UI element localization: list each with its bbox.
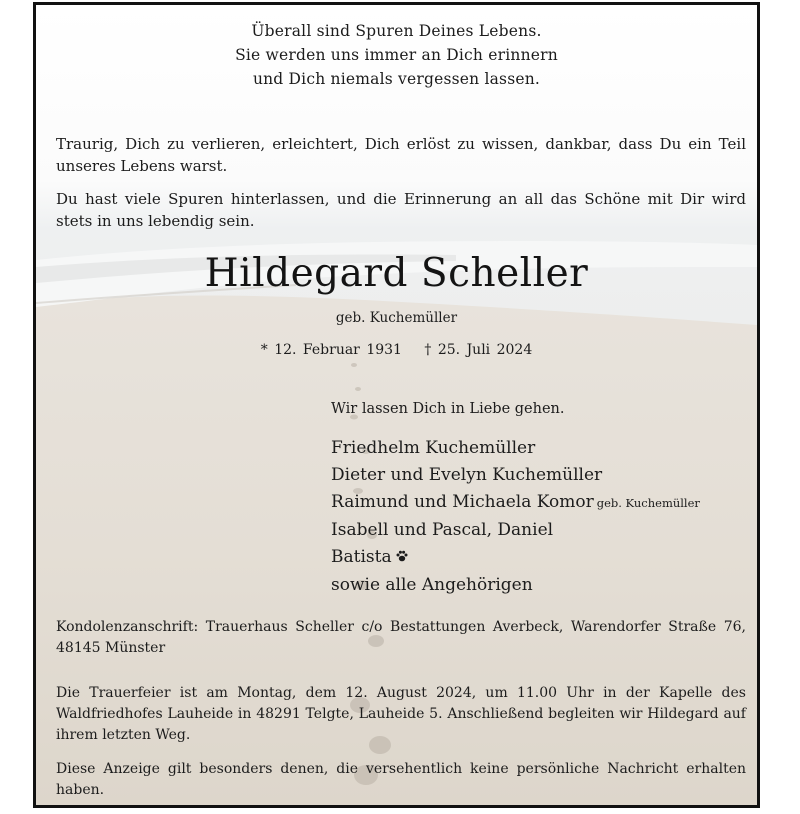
quote-line: Überall sind Spuren Deines Lebens. (251, 22, 542, 40)
intro-paragraph: Traurig, Dich zu verlieren, erleichtert, Dich erlöst zu wissen, dankbar, dass Du ein Teil unseres Lebens warst. (56, 135, 746, 175)
paw-icon (395, 545, 409, 572)
family-member (331, 544, 700, 572)
family-member-name: Dieter und Evelyn Kuchemüller (331, 465, 603, 485)
family-member (331, 517, 700, 544)
family-member-name: Raimund und Michaela Komor (331, 492, 594, 512)
condolence-address: Kondolenzanschrift: Trauerhaus Scheller c/o Bestattungen Averbeck, Warendorfer Straße 76, 48145 Münster (56, 619, 746, 656)
maiden-name: geb. Kuchemüller (335, 310, 458, 326)
family-member (331, 572, 700, 599)
family-member-name: Friedhelm Kuchemüller (331, 438, 536, 458)
family-member-name: Isabell und Pascal, Daniel (331, 520, 554, 540)
birth-date: * 12. Februar 1931 (260, 342, 402, 358)
family-member-name: sowie alle Angehörigen (331, 575, 533, 595)
memorial-quote (36, 19, 757, 91)
memory-paragraph: Du hast viele Spuren hinterlassen, und die Erinnerung an all das Schöne mit Dir wird stets in uns lebendig sein. (56, 190, 746, 230)
family-member (331, 435, 700, 462)
family-member-note: geb. Kuchemüller (596, 496, 700, 510)
notice-note: Diese Anzeige gilt besonders denen, die versehentlich keine persönliche Nachricht erhalten haben. (56, 761, 746, 798)
deceased-name: Hildegard Scheller (204, 251, 589, 296)
farewell-line: Wir lassen Dich in Liebe gehen. (331, 401, 565, 417)
quote-line: und Dich niemals vergessen lassen. (252, 70, 541, 88)
quote-line: Sie werden uns immer an Dich erinnern (235, 46, 558, 64)
death-date: † 25. Juli 2024 (424, 342, 533, 358)
family-member (331, 489, 700, 517)
family-member-name: Batista (331, 547, 392, 567)
obituary-frame (33, 2, 760, 808)
life-dates (36, 342, 757, 358)
funeral-details: Die Trauerfeier ist am Montag, dem 12. August 2024, um 11.00 Uhr in der Kapelle des Waldfriedhofes Lauheide in 48291 Telgte, Lauheide 5. Anschließend begleiten wir Hildegard auf ihrem letzten Weg. (56, 685, 746, 743)
family-member (331, 462, 700, 489)
family-list (331, 435, 700, 599)
